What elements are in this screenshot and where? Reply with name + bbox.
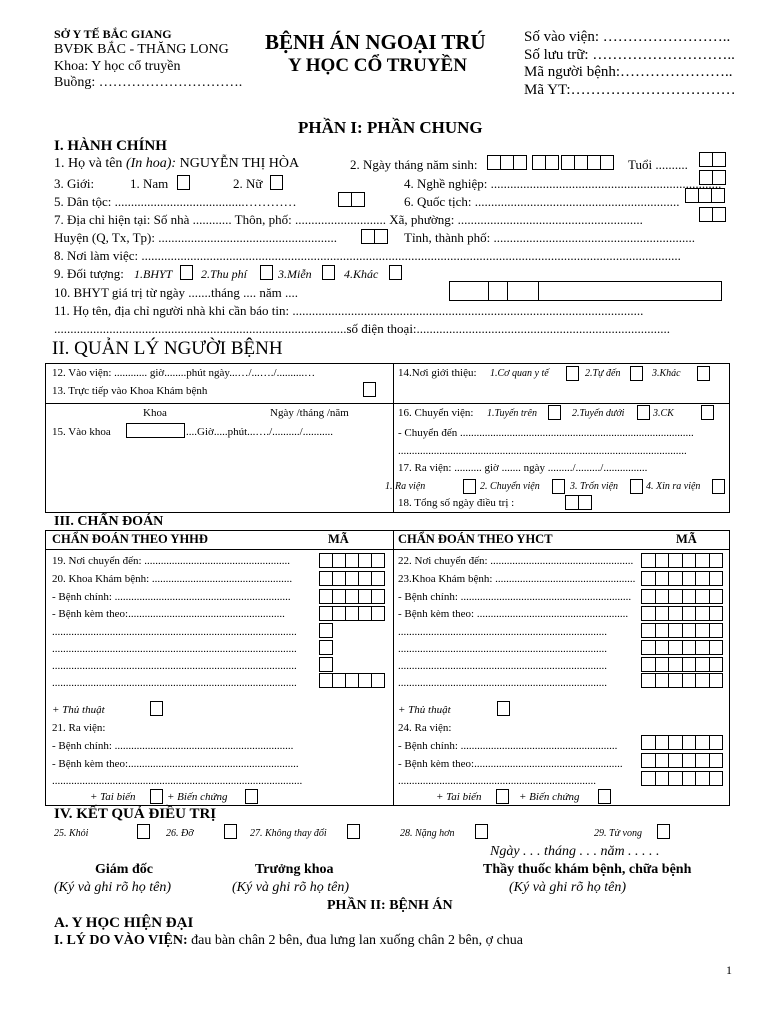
discharge-request-label: 4. Xin ra viện [646,481,701,492]
traditional-discharge-label: 24. Ra viện: [398,722,452,734]
modern-code-row-4[interactable] [320,606,385,621]
ethnicity-boxes[interactable] [339,192,365,207]
modern-diagnosis-header: CHẨN ĐOÁN THEO YHHĐ [52,532,208,546]
admission-number: Số vào viện: …………………….. [524,29,731,45]
traditional-code-row-6[interactable] [642,640,723,655]
discharge-normal-checkbox[interactable] [463,479,476,494]
age-label: Tuổi .......... [628,157,688,172]
modern-code-row-3[interactable] [320,589,385,604]
modern-code-row-2[interactable] [320,571,385,586]
result-cured-checkbox[interactable] [137,824,150,839]
part1-title: PHẦN I: PHẦN CHUNG [298,118,483,137]
gender-female-checkbox[interactable] [270,175,283,190]
discharge-normal-label: 1. Ra viện [385,481,426,492]
doc-title-2: Y HỌC CỔ TRUYỀN [288,55,467,76]
discharge-escape-label: 3. Trốn viện [570,481,619,492]
referral-other-checkbox[interactable] [697,366,710,381]
discharge-request-checkbox[interactable] [712,479,725,494]
gender-female-label: 2. Nữ [233,176,263,191]
gender-male-checkbox[interactable] [177,175,190,190]
nationality-boxes[interactable] [686,188,725,203]
traditional-dots-3[interactable]: ............................................................................ [398,660,607,672]
insurance-validity[interactable]: 10. BHYT giá trị từ ngày .......tháng .... năm .... [54,285,299,300]
modern-main-disease[interactable]: - Bệnh chính: ................................................................ [52,591,291,603]
modern-dots-4[interactable]: ......................................................................................... [52,677,297,689]
transfer-upper-label: 1.Tuyến trên [487,408,537,419]
modern-sequela-checkbox[interactable] [245,789,258,804]
head-of-dept-title: Trưởng khoa [255,862,334,877]
transfer-upper-checkbox[interactable] [548,405,561,420]
modern-procedure-label: + Thủ thuật [52,704,105,716]
modern-code-row-8[interactable] [320,673,385,688]
traditional-discharge-dots[interactable]: ........................................................................ [398,775,596,787]
result-unchanged-checkbox[interactable] [347,824,360,839]
modern-discharge-comorbidity[interactable]: - Bệnh kèm theo:.............................................................. [52,758,299,770]
modern-comorbidity[interactable]: - Bệnh kèm theo:......................................................... [52,608,285,620]
org-health-dept: SỞ Y TẾ BẮC GIANG [54,27,172,41]
traditional-code-row-2[interactable] [642,571,723,586]
discharge-escape-checkbox[interactable] [630,479,643,494]
district-boxes[interactable] [362,229,388,244]
archive-number: Số lưu trữ: ……………………….. [524,47,735,63]
gender-label: 3. Giới: [54,176,95,191]
part2-title: PHẦN II: BỆNH ÁN [327,898,453,913]
referral-label: 14.Nơi giới thiệu: [398,367,477,379]
result-worse-checkbox[interactable] [475,824,488,839]
result-death-label: 29. Tử vong [594,828,642,839]
modern-discharge-label: 21. Ra viện: [52,722,106,734]
modern-dots-3[interactable]: ......................................................................................... [52,660,297,672]
province-field[interactable]: Tỉnh, thành phố: .............................................................. [404,230,696,245]
section2-title: II. QUẢN LÝ NGƯỜI BỆNH [52,338,283,359]
result-worse-label: 28. Nặng hơn [400,828,455,839]
modern-medicine-title: A. Y HỌC HIỆN ĐẠI [54,915,194,931]
section3-title: III. CHẨN ĐOÁN [54,514,164,529]
discharge-transfer-checkbox[interactable] [552,479,565,494]
relative-info-field[interactable]: 11. Họ tên, địa chỉ người nhà khi cần báo tin: ............................................................................................................ [54,303,644,318]
age-boxes[interactable] [700,152,726,167]
reason-value[interactable]: đau bàn chân 2 bên, đua lưng lan xuống chân 2 bên, ợ chua [191,933,524,948]
subject-other-checkbox[interactable] [389,265,402,280]
result-improved-label: 26. Đỡ [166,828,194,839]
dob-label: 2. Ngày tháng năm sinh: [350,157,478,172]
traditional-sequela-checkbox[interactable] [598,789,611,804]
director-title: Giám đốc [95,862,153,877]
referral-other-label: 3.Khác [652,368,681,379]
traditional-code-header: MÃ [676,532,697,546]
modern-transfer-to[interactable]: 19. Nơi chuyển đến: ..................................................... [52,555,291,567]
traditional-discharge-main[interactable]: - Bệnh chính: ......................................................... [398,740,618,752]
dob-boxes-2[interactable] [533,155,559,170]
subject-exempt-label: 3.Miễn [278,267,312,281]
transfer-destination[interactable]: - Chuyển đến ..................................................................................... [398,427,694,439]
modern-discharge-main[interactable]: - Bệnh chính: ................................................................. [52,740,294,752]
subject-bhyt-checkbox[interactable] [180,265,193,280]
modern-complication-checkbox[interactable] [150,789,163,804]
modern-sequela-label: + Biến chứng [167,791,228,803]
date-header: Ngày /tháng /năm [270,407,349,419]
subject-fee-label: 2.Thu phí [201,267,248,281]
reason-row [54,933,523,949]
occupation-field[interactable]: 4. Nghề nghiệp: ....................................................................... [404,176,722,191]
name-label: 1. Họ và tên [54,156,123,171]
name-hint: (In hoa): [125,156,177,171]
reason-label: I. LÝ DO VÀO VIỆN: [54,933,188,948]
physician-title: Thầy thuốc khám bệnh, chữa bệnh [483,862,692,877]
modern-discharge-dots[interactable]: ........................................................................................... [52,775,303,787]
district-field[interactable]: Huyện (Q, Tx, Tp): ....................................................... [54,230,337,245]
traditional-discharge-code-3[interactable] [642,771,723,786]
result-improved-checkbox[interactable] [224,824,237,839]
ethnicity-field[interactable]: 5. Dân tộc: ........................................………… [54,194,297,209]
subject-label: 9. Đối tượng: [54,266,124,281]
physician-signature[interactable]: (Ký và ghi rõ họ tên) [509,880,627,895]
dob-boxes-3[interactable] [562,155,614,170]
traditional-dots-1[interactable]: ............................................................................ [398,626,607,638]
modern-code-row-6[interactable] [320,640,333,655]
modern-code-row-7[interactable] [320,657,333,672]
director-signature[interactable]: (Ký và ghi rõ họ tên) [54,880,172,895]
referral-medical-label: 1.Cơ quan y tế [490,368,549,379]
health-code: Mã YT:…………………………… [524,82,736,98]
traditional-code-row-1[interactable] [642,553,723,568]
referral-self-label: 2.Tự đến [585,368,621,379]
referral-medical-checkbox[interactable] [566,366,579,381]
traditional-complication-checkbox[interactable] [496,789,509,804]
total-days-label: 18. Tổng số ngày điều trị : [398,497,515,509]
patient-name[interactable]: NGUYỄN THỊ HÒA [179,156,300,171]
address-boxes[interactable] [700,207,726,222]
traditional-dots-2[interactable]: ............................................................................ [398,643,607,655]
modern-procedure-checkbox[interactable] [150,701,163,716]
transfer-label: 16. Chuyển viện: [398,407,474,419]
page-number: 1 [726,963,732,977]
modern-code-header: MÃ [328,532,349,546]
transfer-lower-checkbox[interactable] [637,405,650,420]
admission-time[interactable]: 12. Vào viện: ............ giờ........phút ngày...…/...…./..........… [52,367,316,379]
department: Khoa: Y học cổ truyền [54,59,181,74]
result-cured-label: 25. Khỏi [54,828,89,839]
discharge-time[interactable]: 17. Ra viện: .......... giờ ....... ngày ........./........./................ [398,462,648,474]
ward-admission-label: 15. Vào khoa [52,426,111,438]
ward-admission-time[interactable]: ....Giờ.....phút...…./........../........... [186,426,333,438]
direct-admission-checkbox[interactable] [363,382,376,397]
traditional-main-disease[interactable]: - Bệnh chính: .............................................................. [398,591,632,603]
traditional-discharge-code-1[interactable] [642,735,723,750]
transfer-lower-label: 2.Tuyến dưới [572,408,625,419]
subject-exempt-checkbox[interactable] [322,265,335,280]
traditional-discharge-code-2[interactable] [642,753,723,768]
discharge-transfer-label: 2. Chuyển viện [480,481,540,492]
head-of-dept-signature[interactable]: (Ký và ghi rõ họ tên) [232,880,350,895]
gender-male-label: 1. Nam [130,176,169,191]
traditional-complication-label: + Tai biến [436,791,482,803]
ward-header: Khoa [143,407,167,419]
section1-title: I. HÀNH CHÍNH [54,138,167,154]
direct-admission-label: 13. Trực tiếp vào Khoa Khám bệnh [52,385,208,397]
traditional-procedure-label: + Thủ thuật [398,704,451,716]
insurance-number-box[interactable] [449,281,722,301]
section4-title: IV. KẾT QUẢ ĐIỀU TRỊ [54,806,217,822]
traditional-comorbidity[interactable]: - Bệnh kèm theo: ....................................................... [398,608,629,620]
traditional-dots-4[interactable]: ............................................................................ [398,677,607,689]
result-death-checkbox[interactable] [657,824,670,839]
traditional-diagnosis-header: CHẨN ĐOÁN THEO YHCT [398,532,553,546]
subject-fee-checkbox[interactable] [260,265,273,280]
traditional-transfer-to[interactable]: 22. Nơi chuyển đến: .................................................... [398,555,634,567]
traditional-code-row-7[interactable] [642,657,723,672]
traditional-code-row-8[interactable] [642,673,723,688]
workplace-field[interactable]: 8. Nơi làm việc: ...................................................................................................................................................................... [54,248,681,263]
modern-code-row-5[interactable] [320,623,333,638]
modern-dots-2[interactable]: ......................................................................................... [52,643,297,655]
subject-bhyt-label: 1.BHYT [134,267,173,281]
room: Buồng: …………………………. [54,75,243,90]
traditional-discharge-comorbidity[interactable]: - Bệnh kèm theo:...................................................... [398,758,623,770]
modern-code-row-1[interactable] [320,553,385,568]
traditional-procedure-checkbox[interactable] [497,701,510,716]
occupation-boxes[interactable] [700,170,726,185]
modern-complication-label: + Tai biến [90,791,136,803]
result-unchanged-label: 27. Không thay đổi [250,828,327,839]
hospital-name: BVĐK BẮC - THĂNG LONG [54,42,229,57]
referral-self-checkbox[interactable] [630,366,643,381]
transfer-ck-label: 3.CK [653,408,674,419]
modern-dots-1[interactable]: ......................................................................................... [52,626,297,638]
doc-title-1: BỆNH ÁN NGOẠI TRÚ [265,30,486,54]
phone-field[interactable]: ..........................................................................................số điện thoại:.............................................................................. [54,321,671,336]
name-row [54,156,299,172]
ward-input[interactable] [126,423,185,438]
address-field[interactable]: 7. Địa chỉ hiện tại: Số nhà ............ Thôn, phố: ............................ Xã, phường: ......................................................... [54,212,643,227]
traditional-code-row-3[interactable] [642,589,723,604]
traditional-exam-dept[interactable]: 23.Khoa Khám bệnh: ................................................... [398,573,636,585]
nationality-field[interactable]: 6. Quốc tịch: ............................................................... [404,194,680,209]
total-days-boxes[interactable] [566,495,592,510]
transfer-ck-checkbox[interactable] [701,405,714,420]
modern-exam-dept[interactable]: 20. Khoa Khám bệnh: ................................................... [52,573,293,585]
traditional-code-row-5[interactable] [642,623,723,638]
signature-date[interactable]: Ngày . . . tháng . . . năm . . . . . [490,844,660,859]
traditional-sequela-label: + Biến chứng [519,791,580,803]
dob-boxes[interactable] [488,155,527,170]
subject-other-label: 4.Khác [344,267,379,281]
transfer-destination-2[interactable]: ......................................................................................................... [398,445,687,457]
traditional-code-row-4[interactable] [642,606,723,621]
patient-code: Mã người bệnh:………………….. [524,64,733,80]
